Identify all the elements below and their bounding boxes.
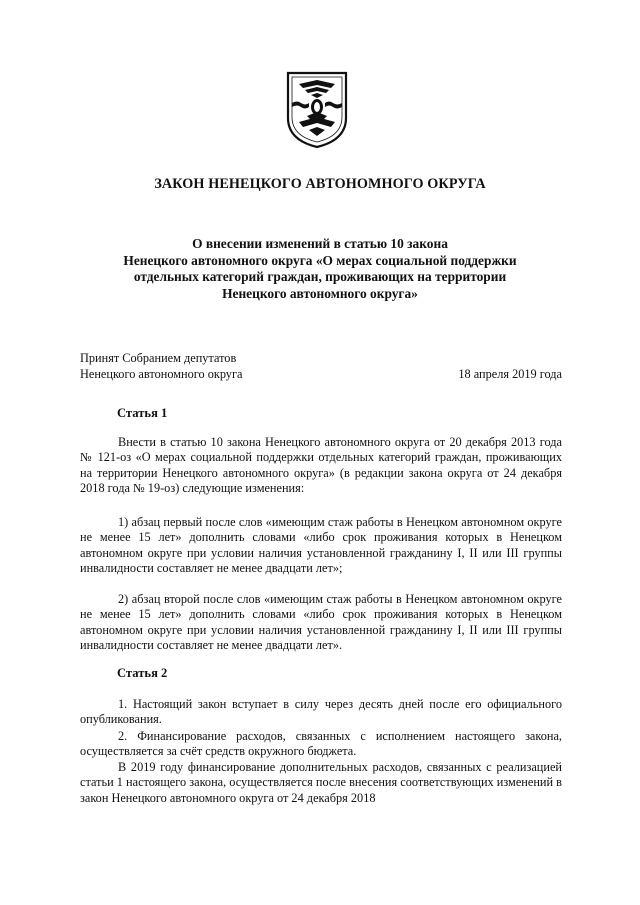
- law-title: ЗАКОН НЕНЕЦКОГО АВТОНОМНОГО ОКРУГА: [154, 176, 486, 192]
- adopted-by-line: Ненецкого автономного округа: [80, 366, 243, 381]
- adopted-by-line: Принят Собранием депутатов: [80, 351, 237, 365]
- law-subject: [60, 236, 580, 302]
- subject-line: О внесении изменений в статью 10 закона: [192, 236, 448, 251]
- article-1-item-2: 2) абзац второй после слов «имеющим стаж работы в Ненецком автономном округе не менее 15 лет» дополнить словами «либо срок проживания которых в Ненецком автономном округе при условии наличия установленной гражданину I, II или III группы инвалидности составляет не менее двадцати лет».: [80, 592, 562, 652]
- coat-of-arms-icon: [285, 70, 349, 150]
- subject-line: отдельных категорий граждан, проживающих на территории: [133, 269, 507, 284]
- article-1-heading: Статья 1: [117, 406, 168, 420]
- subject-line: Ненецкого автономного округа «О мерах социальной поддержки: [123, 252, 517, 268]
- article-1-intro: Внести в статью 10 закона Ненецкого автономного округа от 20 декабря 2013 года № 121-оз «О мерах социальной поддержки отдельных категорий граждан, проживающих на территории Ненецкого автономного округа» (в редакции закона округа от 24 декабря 2018 года № 19-оз) следующие изменения:: [80, 435, 562, 495]
- article-2-paragraph-3: В 2019 году финансирование дополнительных расходов, связанных с реализацией статьи 1 настоящего закона, осуществляется после внесения соответствующих изменений в закон Ненецкого автономного округа от 24 декабря 2018: [80, 760, 562, 805]
- article-1-item-1: 1) абзац первый после слов «имеющим стаж работы в Ненецком автономном округе не менее 15 лет» дополнить словами «либо срок проживания которых в Ненецком автономном округе при условии наличия установленной гражданину I, II или III группы инвалидности составляет не менее двадцати лет»;: [80, 515, 562, 575]
- article-2-paragraph-2: 2. Финансирование расходов, связанных с исполнением настоящего закона, осуществляется за счёт средств окружного бюджета.: [80, 729, 562, 759]
- adoption-date: 18 апреля 2019 года: [458, 366, 562, 381]
- article-2-heading: Статья 2: [117, 666, 168, 680]
- article-2-paragraph-1: 1. Настоящий закон вступает в силу через десять дней после его официального опубликования.: [80, 697, 562, 727]
- subject-line: Ненецкого автономного округа»: [222, 285, 418, 301]
- adoption-block: [80, 351, 562, 382]
